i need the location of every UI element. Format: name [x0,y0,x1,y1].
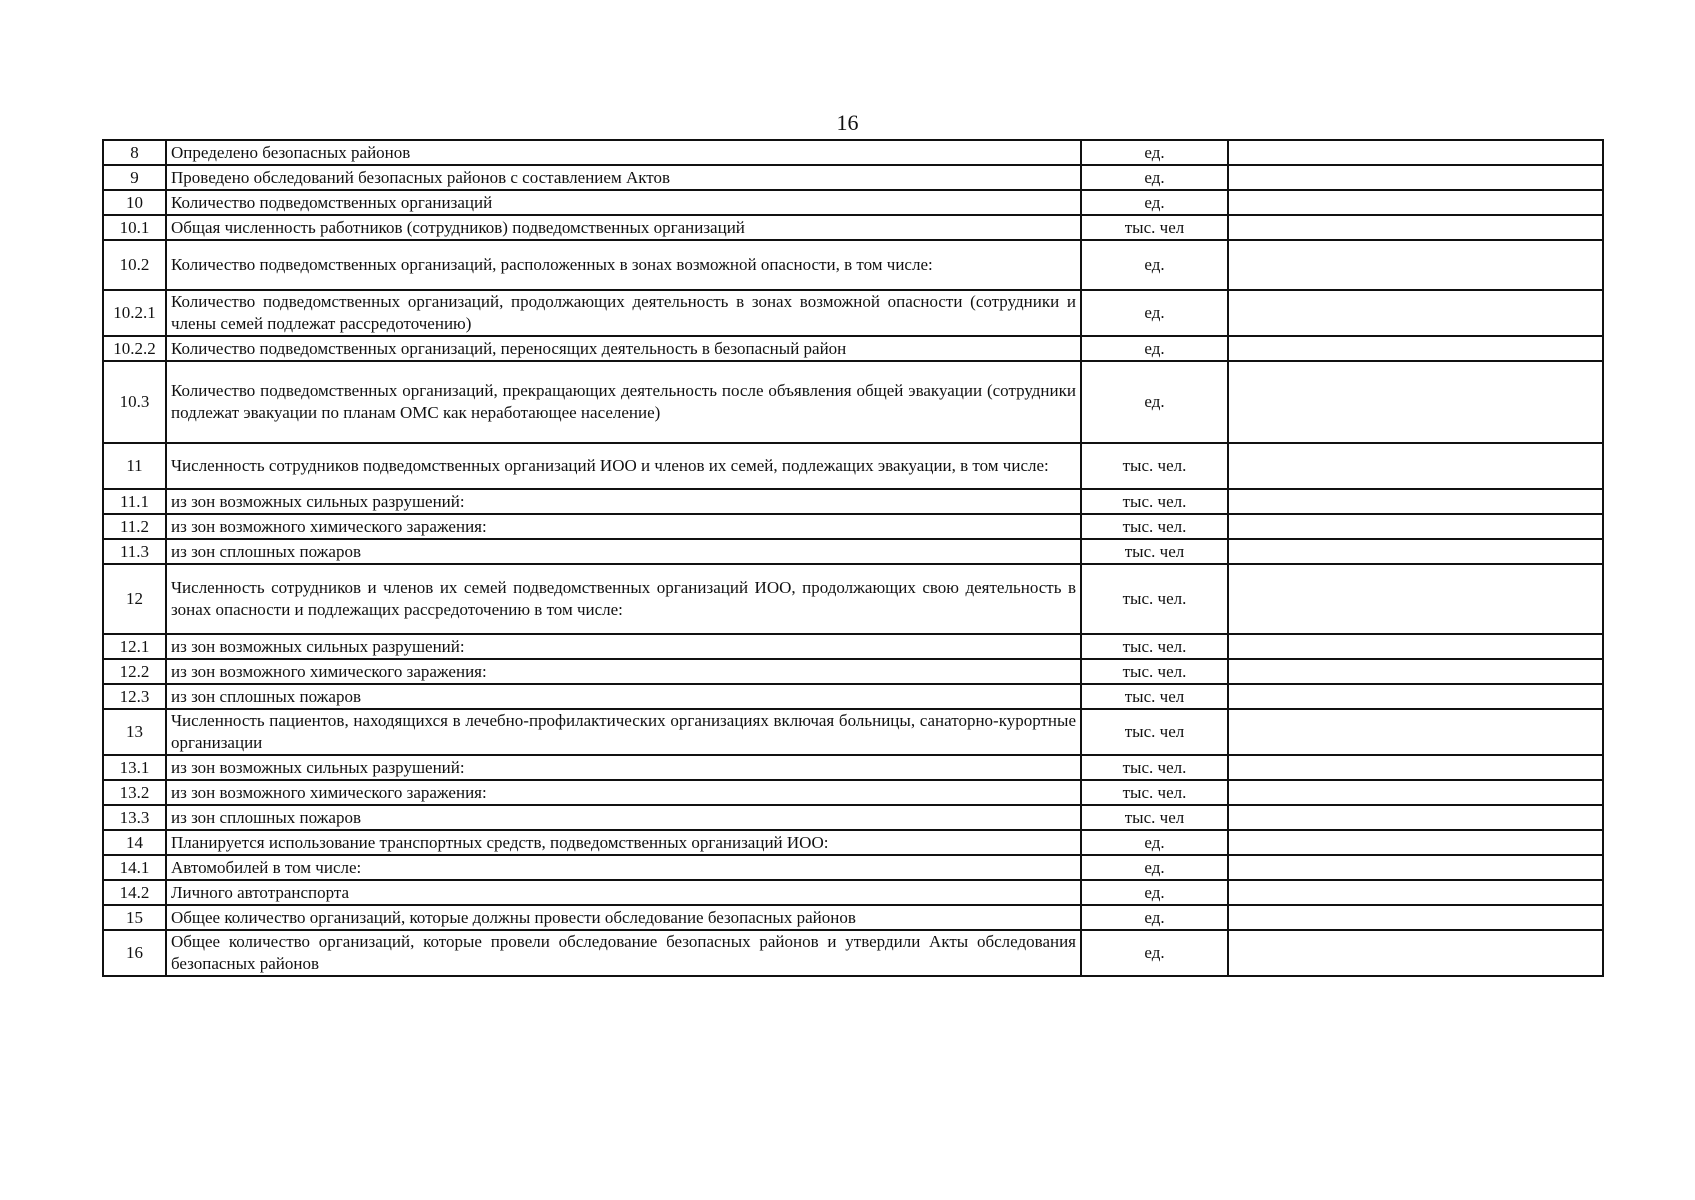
row-unit: тыс. чел. [1081,514,1228,539]
row-unit: ед. [1081,240,1228,290]
row-value-cell [1228,336,1603,361]
row-indicator-name: Общая численность работников (сотрудников) подведомственных организаций [166,215,1081,240]
row-number: 13.3 [103,805,166,830]
row-value-cell [1228,930,1603,976]
row-number: 12.3 [103,684,166,709]
row-indicator-name: Общее количество организаций, которые должны провести обследование безопасных районов [166,905,1081,930]
row-unit: ед. [1081,140,1228,165]
row-number: 13.2 [103,780,166,805]
row-indicator-name: Планируется использование транспортных средств, подведомственных организаций ИОО: [166,830,1081,855]
row-indicator-name: Общее количество организаций, которые провели обследование безопасных районов и утвердили Акты обследования безопасных районов [166,930,1081,976]
row-number: 14.1 [103,855,166,880]
row-number: 10.2.2 [103,336,166,361]
row-unit: тыс. чел [1081,709,1228,755]
row-unit: ед. [1081,336,1228,361]
row-unit: тыс. чел [1081,539,1228,564]
row-unit: тыс. чел [1081,805,1228,830]
row-value-cell [1228,780,1603,805]
table-row [103,240,1603,290]
row-number: 10.2.1 [103,290,166,336]
table-row [103,755,1603,780]
row-unit: ед. [1081,930,1228,976]
row-indicator-name: из зон возможных сильных разрушений: [166,755,1081,780]
row-value-cell [1228,905,1603,930]
row-number: 10.2 [103,240,166,290]
row-number: 10.3 [103,361,166,443]
table-row [103,805,1603,830]
row-indicator-name: Количество подведомственных организаций, прекращающих деятельность после объявления общей эвакуации (сотрудники подлежат эвакуации по планам ОМС как неработающее население) [166,361,1081,443]
row-value-cell [1228,855,1603,880]
row-value-cell [1228,443,1603,489]
row-indicator-name: Количество подведомственных организаций, продолжающих деятельность в зонах возможной опасности (сотрудники и члены семей подлежат рассредоточению) [166,290,1081,336]
row-unit: ед. [1081,361,1228,443]
row-number: 12.1 [103,634,166,659]
row-number: 11.2 [103,514,166,539]
row-unit: тыс. чел. [1081,755,1228,780]
row-unit: тыс. чел [1081,215,1228,240]
row-indicator-name: Количество подведомственных организаций [166,190,1081,215]
row-indicator-name: Численность пациентов, находящихся в лечебно-профилактических организациях включая больницы, санаторно-курортные организации [166,709,1081,755]
row-unit: ед. [1081,190,1228,215]
row-indicator-name: из зон возможного химического заражения: [166,780,1081,805]
table-row [103,684,1603,709]
row-indicator-name: Проведено обследований безопасных районов с составлением Актов [166,165,1081,190]
row-number: 15 [103,905,166,930]
table-row [103,215,1603,240]
row-number: 8 [103,140,166,165]
table-row [103,290,1603,336]
row-unit: тыс. чел. [1081,489,1228,514]
row-number: 11.1 [103,489,166,514]
table-row [103,905,1603,930]
row-indicator-name: из зон возможного химического заражения: [166,659,1081,684]
row-unit: тыс. чел. [1081,659,1228,684]
row-number: 12.2 [103,659,166,684]
row-indicator-name: Личного автотранспорта [166,880,1081,905]
row-value-cell [1228,514,1603,539]
table-row [103,930,1603,976]
table-row [103,361,1603,443]
row-value-cell [1228,240,1603,290]
row-unit: тыс. чел. [1081,564,1228,634]
row-value-cell [1228,880,1603,905]
row-value-cell [1228,165,1603,190]
row-indicator-name: из зон сплошных пожаров [166,684,1081,709]
row-value-cell [1228,659,1603,684]
table-row [103,709,1603,755]
row-value-cell [1228,684,1603,709]
row-number: 16 [103,930,166,976]
row-unit: ед. [1081,830,1228,855]
row-number: 10 [103,190,166,215]
row-number: 12 [103,564,166,634]
row-indicator-name: из зон сплошных пожаров [166,539,1081,564]
row-number: 11.3 [103,539,166,564]
table-row [103,564,1603,634]
row-indicator-name: Численность сотрудников подведомственных организаций ИОО и членов их семей, подлежащих эвакуации, в том числе: [166,443,1081,489]
row-value-cell [1228,634,1603,659]
row-unit: ед. [1081,165,1228,190]
row-value-cell [1228,805,1603,830]
row-number: 13.1 [103,755,166,780]
row-indicator-name: из зон возможных сильных разрушений: [166,634,1081,659]
table-row [103,514,1603,539]
page-number: 16 [836,110,859,135]
table-body [103,140,1603,976]
row-value-cell [1228,190,1603,215]
table-row [103,539,1603,564]
row-unit: ед. [1081,880,1228,905]
row-indicator-name: из зон возможных сильных разрушений: [166,489,1081,514]
table-row [103,780,1603,805]
row-number: 14.2 [103,880,166,905]
table-row [103,855,1603,880]
row-indicator-name: из зон возможного химического заражения: [166,514,1081,539]
row-value-cell [1228,755,1603,780]
row-value-cell [1228,361,1603,443]
row-value-cell [1228,830,1603,855]
table-row [103,336,1603,361]
row-value-cell [1228,539,1603,564]
row-value-cell [1228,140,1603,165]
table-row [103,190,1603,215]
row-unit: ед. [1081,290,1228,336]
row-indicator-name: Автомобилей в том числе: [166,855,1081,880]
row-unit: тыс. чел. [1081,780,1228,805]
row-indicator-name: Численность сотрудников и членов их семей подведомственных организаций ИОО, продолжающих свою деятельность в зонах опасности и подлежащих рассредоточению в том числе: [166,564,1081,634]
row-value-cell [1228,709,1603,755]
row-unit: ед. [1081,905,1228,930]
table-row [103,880,1603,905]
row-unit: тыс. чел [1081,684,1228,709]
row-unit: тыс. чел. [1081,443,1228,489]
row-indicator-name: Количество подведомственных организаций, переносящих деятельность в безопасный район [166,336,1081,361]
table-row [103,659,1603,684]
row-value-cell [1228,489,1603,514]
row-number: 11 [103,443,166,489]
row-number: 10.1 [103,215,166,240]
indicators-table [102,139,1604,977]
table-row [103,830,1603,855]
row-indicator-name: из зон сплошных пожаров [166,805,1081,830]
row-value-cell [1228,290,1603,336]
row-unit: ед. [1081,855,1228,880]
row-value-cell [1228,564,1603,634]
row-number: 9 [103,165,166,190]
row-value-cell [1228,215,1603,240]
row-unit: тыс. чел. [1081,634,1228,659]
table-row [103,634,1603,659]
table-row [103,165,1603,190]
row-indicator-name: Количество подведомственных организаций, расположенных в зонах возможной опасности, в том числе: [166,240,1081,290]
table-row [103,140,1603,165]
row-number: 14 [103,830,166,855]
row-number: 13 [103,709,166,755]
table-row [103,443,1603,489]
table-row [103,489,1603,514]
row-indicator-name: Определено безопасных районов [166,140,1081,165]
